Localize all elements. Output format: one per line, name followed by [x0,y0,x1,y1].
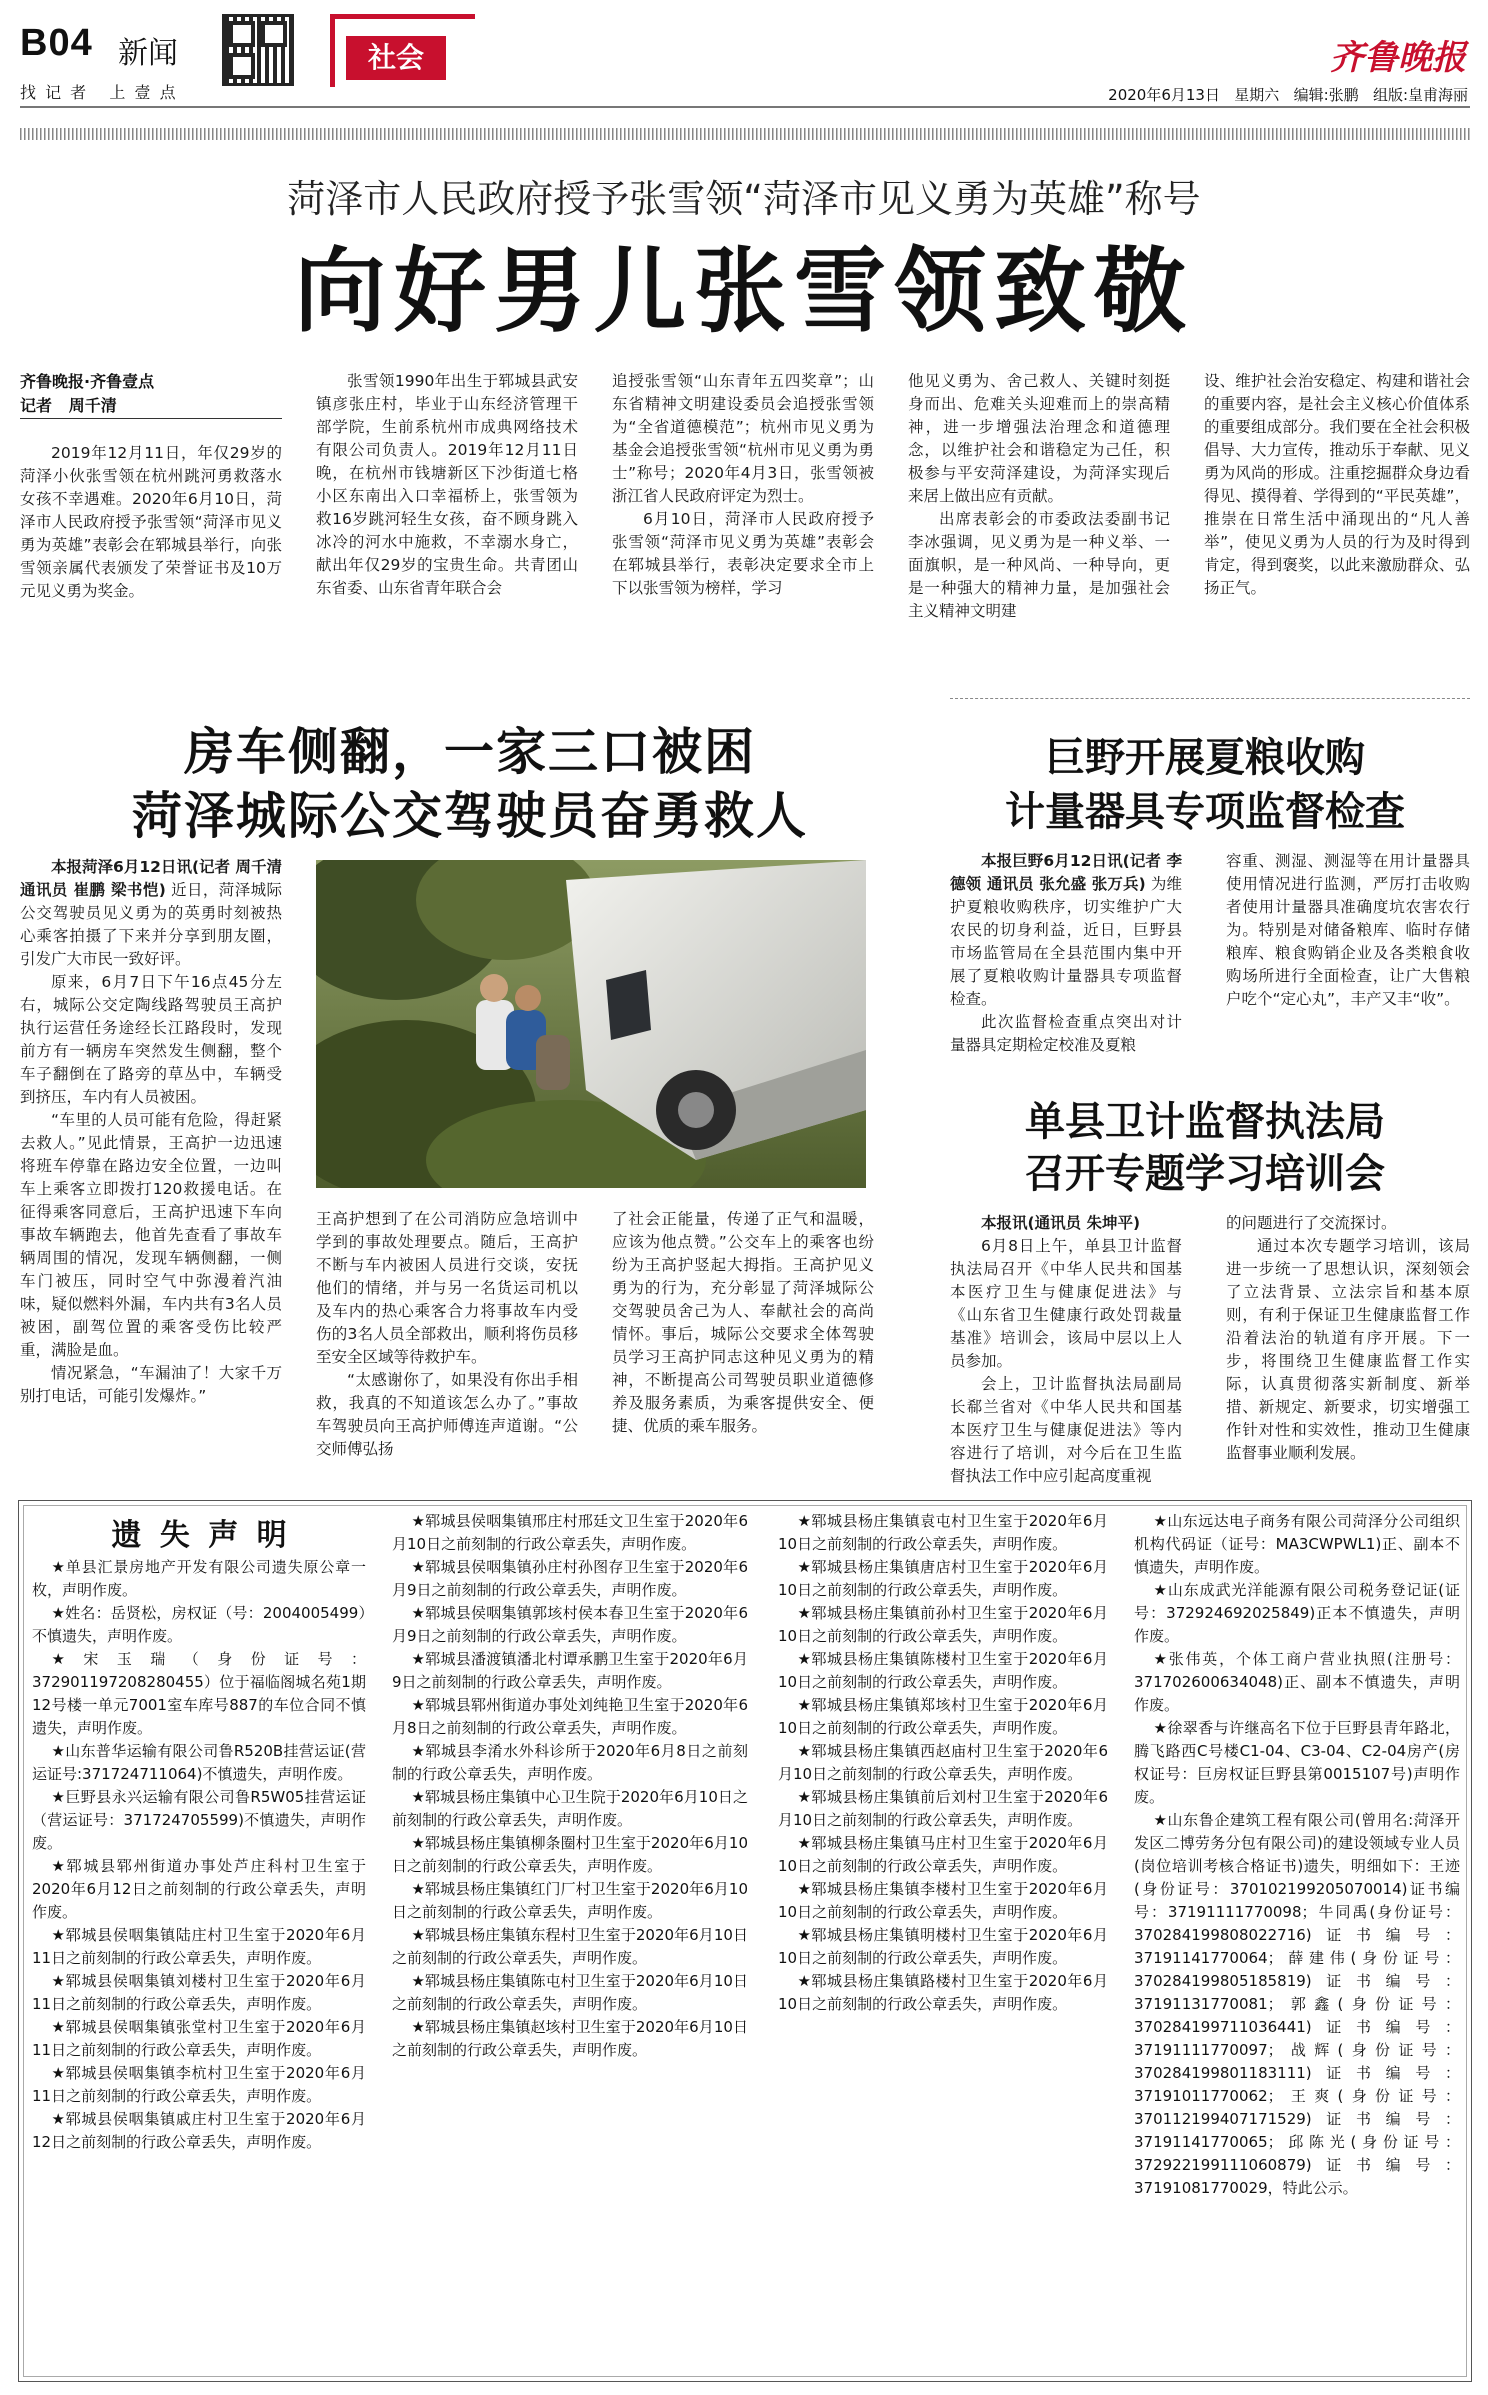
notice-item: ★姓名：岳贤松，房权证（号：2004005499）不慎遗失，声明作废。 [32,1604,366,1645]
paragraph: 通过本次专题学习培训，该局进一步统一了思想认识，深刻领会了立法背景、立法宗旨和基本原则，有利于保证卫生健康监督工作沿着法治的轨道有序开展。下一步，将围绕卫生健康监督工作实际，认真贯彻落实新制度、新举措、新规定、新要求，切实增强工作针对性和实效性，推动卫生健康监督事业顺利发展。 [1226,1237,1470,1462]
notice-item: ★郓城县侯咽集镇孙庄村孙图存卫生室于2020年6月9日之前刻制的行政公章丢失，声明作废。 [392,1558,748,1599]
paragraph: 张雪领1990年出生于郓城县武安镇彦张庄村，毕业于山东经济管理干部学院，生前系杭州市成典网络技术有限公司负责人。2019年12月11日晚，在杭州市钱塘新区下沙街道七格小区东南出入口幸福桥上，张雪领为救16岁跳河轻生女孩，奋不顾身跳入冰冷的河水中施救，不幸溺水身亡，献出年仅29岁的宝贵生命。共青团山东省委、山东省青年联合会 [316,372,578,597]
story3-head-2: 计量器具专项监督检查 [1005,789,1405,835]
paragraph: 追授张雪领“山东青年五四奖章”；山东省精神文明建设委员会追授张雪领为“全省道德模范”；杭州市见义勇为基金会追授张雪领“杭州市见义勇为勇士”称号；2020年4月3日，张雪领被浙江省人民政府评定为烈士。 [612,372,874,505]
paragraph: “太感谢你了，如果没有你出手相救，我真的不知道该怎么办了。”事故车驾驶员向王高护师傅连声道谢。“公交师傅弘扬 [316,1371,578,1458]
paragraph: 容重、测湿、测湿等在用计量器具使用情况进行监测，严厉打击收购者使用计量器具准确度坑农害农行为。特别是对储备粮库、临时存储粮库、粮食购销企业及各类粮食收购场所进行全面检查，让广大售粮户吃个“定心丸”，丰产又丰“收”。 [1226,852,1470,1008]
paragraph: 设、维护社会治安稳定、构建和谐社会的重要内容，是社会主义核心价值体系的重要组成部分。我们要在全社会积极倡导、大力宣传，推动乐于奉献、见义勇为风尚的形成。注重挖掘群众身边看得见、摸得着、学得到的“平民英雄”，推崇在日常生活中涌现出的“凡人善举”，使见义勇为人员的行为及时得到肯定，得到褒奖，以此来激励群众、弘扬正气。 [1204,372,1470,597]
paper-logo: 齐鲁晚报 [1330,38,1466,78]
notice-item: ★郓城县杨庄集镇郑垓村卫生室于2020年6月10日之前刻制的行政公章丢失，声明作废。 [778,1696,1108,1737]
notice-item: ★郓城县杨庄集镇前后刘村卫生室于2020年6月10日之前刻制的行政公章丢失，声明作废。 [778,1788,1108,1829]
lead-byline [20,370,282,419]
notice-item: ★郓城县潘渡镇潘北村谭承鹏卫生室于2020年6月9日之前刻制的行政公章丢失，声明作废。 [392,1650,748,1691]
paragraph: 此次监督检查重点突出对计量器具定期检定校准及夏粮 [950,1013,1182,1054]
paragraph: 他见义勇为、舍己救人、关键时刻挺身而出、危难关头迎难而上的崇高精神，进一步增强法治理念和道德理念，以维护社会和谐稳定为己任，积极参与平安菏泽建设，为菏泽实现后来居上做出应有贡献。 [908,372,1170,505]
date-line: 2020年6月13日 星期六 编辑:张鹏 组版:皇甫海丽 [1108,86,1468,104]
story2-col-2 [316,1208,578,1461]
story4-dateline: 本报讯(通讯员 朱坤平) [981,1214,1141,1232]
notice-item: ★郓城县侯咽集镇郭垓村侯本春卫生室于2020年6月9日之前刻制的行政公章丢失，声明作废。 [392,1604,748,1645]
notice-item: ★郓城县侯咽集镇戚庄村卫生室于2020年6月12日之前刻制的行政公章丢失，声明作废。 [32,2110,366,2151]
story3-col-2 [1226,850,1470,1011]
notice-item: ★山东普华运输有限公司鲁R520B挂营运证(营运证号:371724711064)不慎遗失，声明作废。 [32,1742,366,1783]
notice-item: ★郓城县杨庄集镇李楼村卫生室于2020年6月10日之前刻制的行政公章丢失，声明作废。 [778,1880,1108,1921]
notice-item: ★郓城县杨庄集镇陈楼村卫生室于2020年6月10日之前刻制的行政公章丢失，声明作废。 [778,1650,1108,1691]
notice-item: ★郓城县杨庄集镇陈屯村卫生室于2020年6月10日之前刻制的行政公章丢失，声明作废。 [392,1972,748,2013]
notice-item: ★郓城县侯咽集镇刘楼村卫生室于2020年6月11日之前刻制的行政公章丢失，声明作废。 [32,1972,366,2013]
notices-col-4 [1134,1510,1460,2200]
masthead-rule [20,106,1470,108]
notice-item: ★郓城县侯咽集镇张堂村卫生室于2020年6月11日之前刻制的行政公章丢失，声明作废。 [32,2018,366,2059]
notice-item: ★郓城县杨庄集镇赵垓村卫生室于2020年6月10日之前刻制的行政公章丢失，声明作废。 [392,2018,748,2059]
notice-item: ★郓城县杨庄集镇西赵庙村卫生室于2020年6月10日之前刻制的行政公章丢失，声明作废。 [778,1742,1108,1783]
masthead [0,0,1488,110]
notice-item: ★郓城县杨庄集镇中心卫生院于2020年6月10日之前刻制的行政公章丢失，声明作废。 [392,1788,748,1829]
paragraph: 6月10日，菏泽市人民政府授予张雪领“菏泽市见义勇为英雄”表彰会在郓城县举行，表彰决定要求全市上下以张雪领为榜样，学习 [612,510,874,597]
column-tag [346,36,446,80]
section-divider [950,698,1470,699]
paragraph [950,1212,1182,1235]
masthead-dots [20,128,1470,140]
story4-col-1 [950,1212,1182,1488]
paragraph: 了社会正能量，传递了正气和温暖，应该为他点赞。”公交车上的乘客也纷纷为王高护竖起大拇指。王高护见义勇为的行为，充分彰显了菏泽城际公交驾驶员舍己为人、奉献社会的高尚情怀。事后，城际公交要求全体驾驶员学习王高护同志这种见义勇为的精神，不断提高公司驾驶员职业道德修养及服务素质，为乘客提供安全、便捷、优质的乘车服务。 [612,1210,874,1435]
lead-col-4 [908,370,1170,623]
paragraph: 原来，6月7日下午16点45分左右，城际公交定陶线路驾驶员王高护执行运营任务途经长江路段时，发现前方有一辆房车突然发生侧翻，整个车子翻倒在了路旁的草丛中，车辆受到挤压，车内有人员被困。 [20,973,282,1106]
byline-org: 齐鲁晚报·齐鲁壹点 [20,372,155,391]
notice-item: ★郓城县杨庄集镇马庄村卫生室于2020年6月10日之前刻制的行政公章丢失，声明作废。 [778,1834,1108,1875]
story2-dateline: 本报菏泽6月12日讯(记者 周千清 通讯员 崔鹏 梁书恺) [20,858,282,899]
notice-item: ★山东远达电子商务有限公司菏泽分公司组织机构代码证（证号：MA3CWPWL1)正、副本不慎遗失，声明作废。 [1134,1512,1460,1576]
notice-item: ★山东成武光洋能源有限公司税务登记证(证号：372924692025849)正本不慎遗失，声明作废。 [1134,1581,1460,1645]
notice-item: ★张伟英，个体工商户营业执照(注册号：371702600634048)正、副本不慎遗失，声明作废。 [1134,1650,1460,1714]
paragraph: 王高护想到了在公司消防应急培训中学到的事故处理要点。随后，王高护不断与车内被困人员进行交谈，安抚他们的情绪，并与另一名货运司机以及车内的热心乘客合力将事故车内受伤的3名人员全部救出，顺利将伤员移至安全区域等待救护车。 [316,1210,578,1366]
notice-item: ★郓城县杨庄集镇红门厂村卫生室于2020年6月10日之前刻制的行政公章丢失，声明作废。 [392,1880,748,1921]
notices-title: 遗 失 声 明 [111,1518,291,1553]
lead-headline: 向好男儿张雪领致敬 [293,238,1194,345]
notice-item: ★郓城县杨庄集镇路楼村卫生室于2020年6月10日之前刻制的行政公章丢失，声明作废。 [778,1972,1108,2013]
notice-item: ★郓城县侯咽集镇邢庄村邢廷文卫生室于2020年6月10日之前刻制的行政公章丢失，声明作废。 [392,1512,748,1553]
byline-reporter: 记者 周千清 [20,394,282,419]
masthead-subline: 找 记 者 上 壹 点 [20,83,178,102]
paragraph: 的问题进行了交流探讨。 [1226,1214,1397,1232]
notice-item: ★郓城县杨庄集镇明楼村卫生室于2020年6月10日之前刻制的行政公章丢失，声明作废。 [778,1926,1108,1967]
paragraph: 情况紧急，“车漏油了！大家千万别打电话，可能引发爆炸。” [20,1364,282,1405]
notice-item: ★山东鲁企建筑工程有限公司(曾用名:菏泽开发区二博劳务分包有限公司)的建设领域专业人员(岗位培训考核合格证书)遗失，明细如下：王迹(身份证号：370102199205070014)证书编号：37191111770098；牛同禹(身份证号：370284199808022716)证书编号：37191141770064；薛建伟(身份证号：370284199805185819)证书编号：37191131770081；郭鑫(身份证号：370284199711036441)证书编号：37191111770097；战辉(身份证号：370284199801183111)证书编号：37191011770062；王爽(身份证号：370112199407171529)证书编号：37191141770065；邱陈光(身份证号：372922199111060879)证书编号：37191081770029，特此公示。 [1134,1811,1460,2197]
paragraph: 2019年12月11日，年仅29岁的菏泽小伙张雪领在杭州跳河勇救落水女孩不幸遇难。2020年6月10日，菏泽市人民政府授予张雪领“菏泽市见义勇为英雄”表彰会在郓城县举行，向张雪领亲属代表颁发了荣誉证书及10万元见义勇为奖金。 [20,444,282,600]
lead-kicker: 菏泽市人民政府授予张雪领“菏泽市见义勇为英雄”称号 [287,177,1201,221]
lead-col-1 [20,442,282,603]
section-name: 新闻 [118,36,178,71]
text: 为维护夏粮收购秩序，切实维护广大农民的切身利益，近日，巨野县市场监管局在全县范围内集中开展了夏粮收购计量器具专项监督检查。 [950,875,1182,1008]
text: 近日，菏泽城际公交驾驶员见义勇为的英勇时刻被热心乘客拍摄了下来并分享到朋友圈，引发广大市民一致好评。 [20,881,282,968]
notice-item: ★郓城县杨庄集镇袁屯村卫生室于2020年6月10日之前刻制的行政公章丢失，声明作废。 [778,1512,1108,1553]
notice-item: ★宋玉瑞（身份证号：372901197208280455）位于福临阁城名苑1期12号楼一单元7001室车库号887的车位合同不慎遗失，声明作废。 [32,1650,366,1737]
notice-item: ★巨野县永兴运输有限公司鲁R5W05挂营运证（营运证号：371724705599)不慎遗失，声明作废。 [32,1788,366,1852]
story2-head-1: 房车侧翻，一家三口被困 [184,723,756,781]
notice-item: ★郓城县杨庄集镇东程村卫生室于2020年6月10日之前刻制的行政公章丢失，声明作废。 [392,1926,748,1967]
lead-col-5 [1204,370,1470,600]
story2-col-1 [20,856,282,1408]
notice-item: ★郓城县杨庄集镇前孙村卫生室于2020年6月10日之前刻制的行政公章丢失，声明作废。 [778,1604,1108,1645]
story4-head-2: 召开专题学习培训会 [1025,1151,1385,1197]
story4-col-2 [1226,1212,1470,1465]
page-number: B04 [20,22,93,64]
notices-col-1 [32,1556,366,2154]
paragraph: “车里的人员可能有危险，得赶紧去救人。”见此情景，王高护一边迅速将班车停靠在路边安全位置，一边叫车上乘客立即拨打120救援电话。在征得乘客同意后，王高护迅速下车向事故车辆跑去，他首先查看了事故车辆周围的情况，发现车辆侧翻，一侧车门被压，同时空气中弥漫着汽油味，疑似燃料外漏，车内共有3名人员被困，副驾位置的乘客受伤比较严重，满脸是血。 [20,1111,282,1359]
lead-col-2 [316,370,578,600]
photo-scene [316,860,866,1188]
story3-head-1: 巨野开展夏粮收购 [1045,735,1365,781]
notice-item: ★郓城县侯咽集镇李杭村卫生室于2020年6月11日之前刻制的行政公章丢失，声明作废。 [32,2064,366,2105]
paragraph: 会上，卫计监督执法局副局长郗兰省对《中华人民共和国基本医疗卫生与健康促进法》等内容进行了培训，对今后在卫生监督执法工作中应引起高度重视 [950,1375,1182,1485]
story3-dateline: 本报巨野6月12日讯(记者 李德领 通讯员 张允盛 张万兵) [950,852,1182,893]
notice-item: ★徐翠香与许继高名下位于巨野县青年路北，腾飞路西C号楼C1-04、C3-04、C2-04房产(房权证号：巨房权证巨野县第0015107号)声明作废。 [1134,1719,1460,1806]
paragraph [950,850,1182,1011]
lead-col-3 [612,370,874,600]
paragraph: 出席表彰会的市委政法委副书记李冰强调，见义勇为是一种义举、一面旗帜，是一种风尚、一种导向，更是一种强大的精神力量，是加强社会主义精神文明建 [908,510,1170,620]
notice-item: ★郓城县李淆水外科诊所于2020年6月8日之前刻制的行政公章丢失，声明作废。 [392,1742,748,1783]
notices-col-3 [778,1510,1108,2016]
paragraph: 6月8日上午，单县卫计监督执法局召开《中华人民共和国基本医疗卫生与健康促进法》与《山东省卫生健康行政处罚裁量基准》培训会，该局中层以上人员参加。 [950,1237,1182,1370]
column-tag-label: 社会 [367,41,424,74]
story3-col-1 [950,850,1182,1057]
notices-col-2 [392,1510,748,2062]
notice-item: ★郓城县郓州街道办事处刘纯艳卫生室于2020年6月8日之前刻制的行政公章丢失，声明作废。 [392,1696,748,1737]
paragraph [20,856,282,971]
news-photo [316,860,866,1188]
qr-code [222,14,294,86]
notice-item: ★郓城县杨庄集镇唐店村卫生室于2020年6月10日之前刻制的行政公章丢失，声明作废。 [778,1558,1108,1599]
notice-item: ★单县汇景房地产开发有限公司遗失原公章一枚，声明作废。 [32,1558,366,1599]
story2-col-3 [612,1208,874,1438]
notice-item: ★郓城县郓州街道办事处芦庄科村卫生室于2020年6月12日之前刻制的行政公章丢失，声明作废。 [32,1857,366,1921]
notice-item: ★郓城县杨庄集镇柳条圈村卫生室于2020年6月10日之前刻制的行政公章丢失，声明作废。 [392,1834,748,1875]
story2-head-2: 菏泽城际公交驾驶员奋勇救人 [132,787,808,845]
story4-head-1: 单县卫计监督执法局 [1025,1099,1385,1145]
notice-item: ★郓城县侯咽集镇陆庄村卫生室于2020年6月11日之前刻制的行政公章丢失，声明作废。 [32,1926,366,1967]
